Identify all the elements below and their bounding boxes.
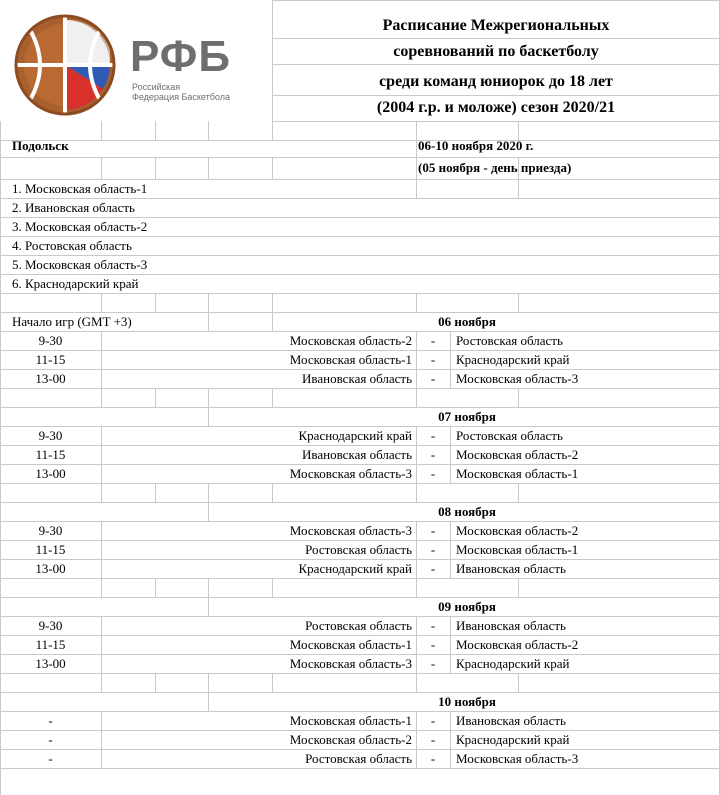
game-row [0,635,720,654]
day-header-row [0,502,720,521]
away-team: Ивановская область [456,713,566,728]
grid-line-horizontal [272,0,720,1]
game-time: 9-30 [38,333,63,348]
team-entry: 4. Ростовская область [12,238,132,253]
home-team: Ростовская область [305,542,412,557]
game-time: 11-15 [35,447,66,462]
game-row [0,616,720,635]
versus-separator: - [430,428,436,443]
venue-city: Подольск [12,138,69,153]
game-time: 9-30 [38,523,63,538]
team-entry: 5. Московская область-3 [12,257,148,272]
day-date: 10 ноября [438,694,496,709]
day-date: 09 ноября [438,599,496,614]
spacer-row [0,578,720,597]
away-team: Ивановская область [456,561,566,576]
game-time: 13-00 [35,371,66,386]
game-time: 13-00 [35,656,66,671]
venue-arrival-row [0,157,720,176]
away-team: Московская область-2 [456,637,579,652]
day-date: 07 ноября [438,409,496,424]
away-team: Московская область-2 [456,523,579,538]
team-entry: 6. Краснодарский край [12,276,139,291]
versus-separator: - [430,618,436,633]
home-team: Московская область-3 [289,656,412,671]
spacer-row [0,293,720,312]
team-entry: 3. Московская область-2 [12,219,148,234]
grid-line-horizontal [0,768,720,769]
logo-fullname-line1: Российская [132,82,181,92]
away-team: Московская область-1 [456,542,579,557]
game-row [0,369,720,388]
game-row [0,445,720,464]
game-row [0,711,720,730]
day-date: 08 ноября [438,504,496,519]
versus-separator: - [430,542,436,557]
away-team: Московская область-3 [456,751,579,766]
day-header-row [0,407,720,426]
venue-row [0,135,720,154]
venue-arrival: (05 ноября - день приезда) [418,160,572,175]
game-row [0,559,720,578]
title-line-3: среди команд юниорок до 18 лет [379,73,613,90]
home-team: Московская область-3 [289,466,412,481]
versus-separator: - [430,637,436,652]
home-team: Московская область-1 [289,637,412,652]
game-row [0,521,720,540]
game-row [0,730,720,749]
away-team: Ростовская область [456,428,563,443]
team-row [0,198,720,217]
versus-separator: - [430,371,436,386]
away-team: Краснодарский край [456,732,570,747]
versus-separator: - [430,732,436,747]
home-team: Московская область-3 [289,523,412,538]
logo-fullname-line2: Федерация Баскетбола [132,92,230,102]
title-line-2: соревнований по баскетболу [393,43,599,60]
home-team: Московская область-1 [289,713,412,728]
grid-line-horizontal [272,38,720,39]
game-time: 11-15 [35,637,66,652]
home-team: Московская область-2 [289,333,412,348]
away-team: Краснодарский край [456,352,570,367]
game-time: 11-15 [35,352,66,367]
spacer-row [0,388,720,407]
game-time: - [48,751,53,766]
spacer-row [0,673,720,692]
title-line-4: (2004 г.р. и моложе) сезон 2020/21 [376,99,616,116]
home-team: Московская область-2 [289,732,412,747]
venue-dates: 06-10 ноября 2020 г. [418,138,534,153]
day-header-row [0,692,720,711]
team-row [0,179,720,198]
versus-separator: - [430,447,436,462]
away-team: Ростовская область [456,333,563,348]
title-line-1: Расписание Межрегиональных [382,17,610,34]
away-team: Московская область-3 [456,371,579,386]
home-team: Московская область-1 [289,352,412,367]
versus-separator: - [430,523,436,538]
game-time: - [48,732,53,747]
versus-separator: - [430,656,436,671]
game-time: 11-15 [35,542,66,557]
game-row [0,540,720,559]
document-title [272,0,720,121]
game-time: 13-00 [35,561,66,576]
away-team: Московская область-2 [456,447,579,462]
versus-separator: - [430,352,436,367]
spacer-row [0,483,720,502]
game-time: - [48,713,53,728]
day-header-row [0,312,720,331]
home-team: Краснодарский край [298,561,412,576]
start-time-label: Начало игр (GMT +3) [12,314,132,329]
day-header-row [0,597,720,616]
team-row [0,236,720,255]
game-row [0,331,720,350]
logo-abbreviation: РФБ [130,32,231,81]
team-entry: 2. Ивановская область [12,200,135,215]
versus-separator: - [430,561,436,576]
game-time: 13-00 [35,466,66,481]
versus-separator: - [430,466,436,481]
team-entry: 1. Московская область-1 [12,181,148,196]
away-team: Ивановская область [456,618,566,633]
document-header [0,0,720,121]
rfb-logo [8,12,270,116]
grid-line-horizontal [272,64,720,65]
home-team: Ростовская область [305,618,412,633]
game-time: 9-30 [38,618,63,633]
game-row [0,426,720,445]
versus-separator: - [430,751,436,766]
team-row [0,274,720,293]
game-row [0,654,720,673]
day-date: 06 ноября [438,314,496,329]
game-row [0,350,720,369]
away-team: Московская область-1 [456,466,579,481]
home-team: Ивановская область [302,371,412,386]
game-row [0,749,720,768]
team-row [0,217,720,236]
team-row [0,255,720,274]
versus-separator: - [430,333,436,348]
away-team: Краснодарский край [456,656,570,671]
grid-line-horizontal [272,95,720,96]
home-team: Ивановская область [302,447,412,462]
home-team: Ростовская область [305,751,412,766]
home-team: Краснодарский край [298,428,412,443]
grid-line-vertical [272,0,273,121]
versus-separator: - [430,713,436,728]
game-time: 9-30 [38,428,63,443]
game-row [0,464,720,483]
